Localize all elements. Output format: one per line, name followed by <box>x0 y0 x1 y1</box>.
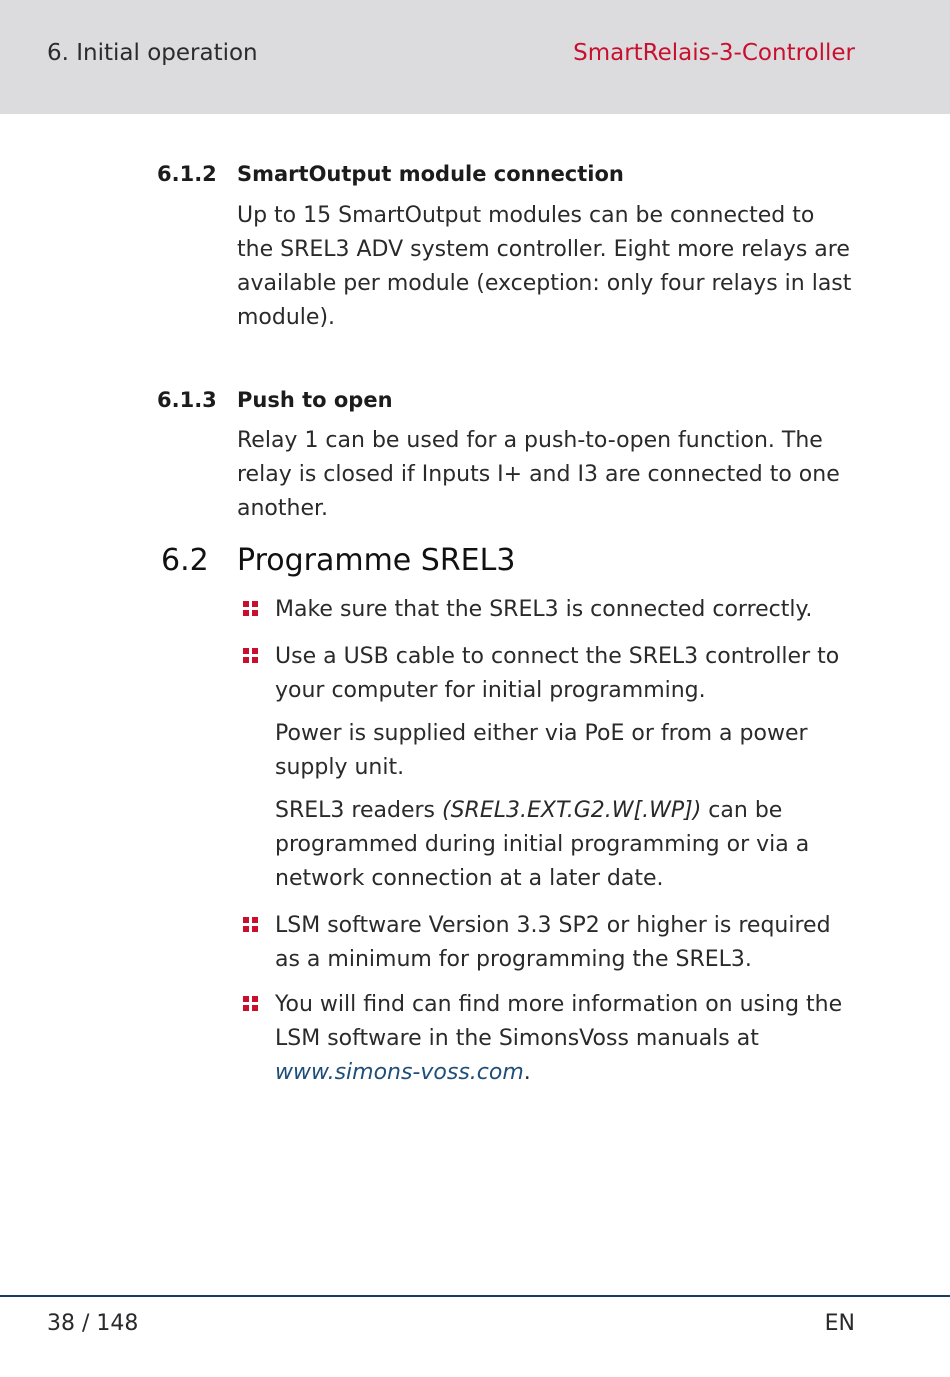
link-period: . <box>523 1060 531 1085</box>
section-title-programme: Programme SREL3 <box>237 543 516 578</box>
section-number-6-1-2: 6.1.2 <box>157 162 217 186</box>
bullet-icon <box>243 648 259 664</box>
bullet-item: Make sure that the SREL3 is connected correctly. <box>275 597 813 622</box>
language-code: EN <box>824 1311 855 1336</box>
bullet-item: Use a USB cable to connect the SREL3 controller to your computer for initial programming. <box>275 644 840 703</box>
section-title-smartoutput: SmartOutput module connection <box>237 162 624 186</box>
section-body-smartoutput: Up to 15 SmartOutput modules can be connected to the SREL3 ADV system controller. Eight more relays are available per module (exception: only four relays in last module). <box>237 203 852 330</box>
bullet-more-info-text: You will find can find more information on using the LSM software in the SimonsVoss manuals at <box>275 992 843 1051</box>
page-number: 38 / 148 <box>47 1311 139 1336</box>
note-power-supply: Power is supplied either via PoE or from a power supply unit. <box>275 721 808 780</box>
bullet-item-more-info <box>275 988 860 1090</box>
section-body-push-to-open: Relay 1 can be used for a push-to-open function. The relay is closed if Inputs I+ and I3 are connected to one another. <box>237 428 840 521</box>
bullet-icon <box>243 917 259 933</box>
bullet-icon <box>243 996 259 1012</box>
section-number-6-1-3: 6.1.3 <box>157 388 217 412</box>
bullet-icon <box>243 601 259 617</box>
note-readers-prefix: SREL3 readers <box>275 798 442 823</box>
reader-article-code: (SREL3.EXT.G2.W[.WP]) <box>441 798 702 823</box>
section-number-6-2: 6.2 <box>161 543 209 578</box>
page-header <box>0 0 950 114</box>
product-name: SmartRelais-3-Controller <box>573 40 855 66</box>
chapter-title: 6. Initial operation <box>47 40 258 66</box>
note-readers <box>275 794 860 896</box>
section-title-push-to-open: Push to open <box>237 388 393 412</box>
simonsvoss-website-link[interactable]: www.simons-voss.com <box>275 1060 524 1085</box>
footer-divider <box>0 1295 950 1297</box>
bullet-item: LSM software Version 3.3 SP2 or higher is required as a minimum for programming the SREL3. <box>275 913 831 972</box>
note-readers-suffix: can be programmed during initial programming or via a network connection at a later date. <box>275 798 810 891</box>
